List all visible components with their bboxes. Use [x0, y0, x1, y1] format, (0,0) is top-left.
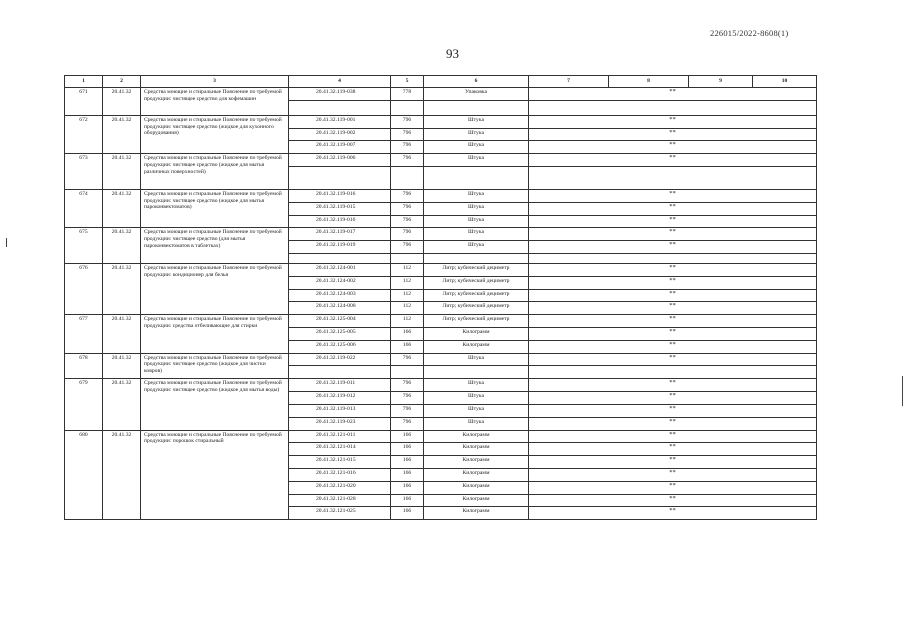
okpd-code: 20.41.32 — [103, 379, 141, 430]
okpd-code: 20.41.32 — [103, 430, 141, 520]
item-name: Средства моющие и стиральные Пояснение по требуемой продукции: чистящее средство (для мытья пароконвектоматов в таблетках) — [141, 228, 289, 264]
table-row — [65, 189, 817, 202]
unit-name: Штука — [424, 154, 529, 167]
column-header: 1 — [65, 76, 103, 88]
ktru-code: 20.41.32.125-005 — [289, 327, 391, 340]
ktru-code-empty — [289, 366, 391, 379]
unit-name: Литр; кубический дециметр — [424, 315, 529, 328]
okei-code: 796 — [391, 228, 424, 241]
requirement-mark: ** — [529, 340, 817, 353]
requirement-mark: ** — [529, 189, 817, 202]
table-row — [65, 154, 817, 167]
requirement-mark: ** — [529, 88, 817, 101]
okpd-code: 20.41.32 — [103, 315, 141, 353]
okei-code: 166 — [391, 430, 424, 443]
unit-name: Упаковка — [424, 88, 529, 101]
requirement-mark: ** — [529, 228, 817, 241]
unit-name: Штука — [424, 215, 529, 228]
okei-code-empty — [391, 366, 424, 379]
ktru-code: 20.41.32.125-004 — [289, 315, 391, 328]
okei-code: 166 — [391, 340, 424, 353]
unit-name: Килограмм — [424, 507, 529, 520]
ktru-code-empty — [289, 253, 391, 263]
okei-code: 796 — [391, 392, 424, 405]
item-name: Средства моющие и стиральные Пояснение по требуемой продукции: чистящее средство (жидкое для мытья различных поверхностей) — [141, 154, 289, 190]
unit-name: Штука — [424, 228, 529, 241]
ktru-code: 20.41.32.119-007 — [289, 141, 391, 154]
column-header: 10 — [753, 76, 817, 88]
item-name: Средства моющие и стиральные Пояснение по требуемой продукции: чистящее средство для кофемашин — [141, 88, 289, 116]
requirement-mark: ** — [529, 468, 817, 481]
okpd-code: 20.41.32 — [103, 263, 141, 314]
requirement-mark: ** — [529, 302, 817, 315]
ktru-code: 20.41.32.119-022 — [289, 353, 391, 366]
ktru-code: 20.41.32.124-008 — [289, 302, 391, 315]
ktru-code: 20.41.32.121-011 — [289, 430, 391, 443]
table-row — [65, 353, 817, 366]
item-name: Средства моющие и стиральные Пояснение по требуемой продукции: чистящее средство (жидкое для чистки ковров) — [141, 353, 289, 379]
okpd-code: 20.41.32 — [103, 88, 141, 116]
item-number: 678 — [65, 353, 103, 379]
ktru-code: 20.41.32.121-014 — [289, 443, 391, 456]
okei-code: 796 — [391, 215, 424, 228]
unit-name: Штука — [424, 353, 529, 366]
okei-code: 166 — [391, 456, 424, 469]
requirement-mark: ** — [529, 263, 817, 276]
requirement-mark: ** — [529, 443, 817, 456]
table-header-row — [65, 76, 817, 88]
table-row — [65, 379, 817, 392]
okpd-code: 20.41.32 — [103, 115, 141, 153]
unit-name: Килограмм — [424, 456, 529, 469]
ktru-code: 20.41.32.119-006 — [289, 154, 391, 167]
ktru-code: 20.41.32.124-002 — [289, 276, 391, 289]
ktru-code: 20.41.32.119-019 — [289, 241, 391, 254]
unit-name: Килограмм — [424, 430, 529, 443]
ktru-code: 20.41.32.121-020 — [289, 481, 391, 494]
ktru-code: 20.41.32.119-038 — [289, 88, 391, 101]
requirement-mark: ** — [529, 494, 817, 507]
column-header: 9 — [689, 76, 753, 88]
requirement-mark: ** — [529, 456, 817, 469]
requirement-mark: ** — [529, 202, 817, 215]
item-number: 671 — [65, 88, 103, 116]
ktru-code: 20.41.32.119-015 — [289, 202, 391, 215]
ktru-code: 20.41.32.124-003 — [289, 289, 391, 302]
requirement-mark: ** — [529, 276, 817, 289]
requirement-mark: ** — [529, 327, 817, 340]
requirement-mark: ** — [529, 141, 817, 154]
okei-code-empty — [391, 166, 424, 189]
okpd-code: 20.41.32 — [103, 228, 141, 264]
item-name: Средства моющие и стиральные Пояснение по требуемой продукции: чистящее средство (жидкое для мытья пароконвектоматов) — [141, 189, 289, 227]
ktru-code: 20.41.32.121-025 — [289, 507, 391, 520]
okei-code: 112 — [391, 276, 424, 289]
table-row — [65, 263, 817, 276]
okei-code: 796 — [391, 115, 424, 128]
requirement-mark: ** — [529, 507, 817, 520]
ktru-code: 20.41.32.119-016 — [289, 215, 391, 228]
unit-name: Килограмм — [424, 468, 529, 481]
requirement-mark: ** — [529, 417, 817, 430]
table-row — [65, 88, 817, 101]
item-number: 675 — [65, 228, 103, 264]
item-number: 677 — [65, 315, 103, 353]
unit-name-empty — [424, 366, 529, 379]
unit-name: Литр; кубический дециметр — [424, 276, 529, 289]
requirement-mark: ** — [529, 154, 817, 167]
requirement-mark: ** — [529, 289, 817, 302]
ktru-code: 20.41.32.119-001 — [289, 115, 391, 128]
okei-code: 796 — [391, 154, 424, 167]
scan-edge-mark-right — [902, 376, 903, 406]
requirement-mark-empty — [529, 100, 817, 115]
okei-code: 796 — [391, 379, 424, 392]
unit-name: Штука — [424, 404, 529, 417]
okei-code: 166 — [391, 507, 424, 520]
column-header: 6 — [424, 76, 529, 88]
requirement-mark: ** — [529, 215, 817, 228]
page-number: 93 — [446, 46, 459, 61]
okei-code: 166 — [391, 443, 424, 456]
unit-name: Литр; кубический дециметр — [424, 263, 529, 276]
okei-code: 796 — [391, 189, 424, 202]
okei-code-empty — [391, 100, 424, 115]
unit-name-empty — [424, 100, 529, 115]
ktru-code-empty — [289, 166, 391, 189]
unit-name: Килограмм — [424, 443, 529, 456]
unit-name: Штука — [424, 379, 529, 392]
unit-name: Килограмм — [424, 481, 529, 494]
ktru-code: 20.41.32.119-012 — [289, 392, 391, 405]
item-name: Средства моющие и стиральные Пояснение по требуемой продукции: чистящее средство (жидкое для кухонного оборудования) — [141, 115, 289, 153]
okei-code: 796 — [391, 241, 424, 254]
requirement-mark: ** — [529, 115, 817, 128]
unit-name: Литр; кубический дециметр — [424, 289, 529, 302]
item-number: 680 — [65, 430, 103, 520]
okei-code: 112 — [391, 263, 424, 276]
item-number: 674 — [65, 189, 103, 227]
ktru-code: 20.41.32.119-016 — [289, 189, 391, 202]
unit-name-empty — [424, 253, 529, 263]
unit-name: Штука — [424, 115, 529, 128]
okei-code-empty — [391, 253, 424, 263]
ktru-code: 20.41.32.119-023 — [289, 417, 391, 430]
unit-name: Штука — [424, 141, 529, 154]
requirement-mark: ** — [529, 392, 817, 405]
okei-code: 796 — [391, 128, 424, 141]
okpd-code: 20.41.32 — [103, 189, 141, 227]
unit-name: Штука — [424, 189, 529, 202]
requirement-mark-empty — [529, 166, 817, 189]
requirement-mark: ** — [529, 315, 817, 328]
item-name: Средства моющие и стиральные Пояснение по требуемой продукции: порошок стиральный — [141, 430, 289, 520]
ktru-code-empty — [289, 100, 391, 115]
ktru-code: 20.41.32.119-013 — [289, 404, 391, 417]
requirement-mark-empty — [529, 366, 817, 379]
unit-name: Штука — [424, 128, 529, 141]
unit-name-empty — [424, 166, 529, 189]
ktru-code: 20.41.32.119-002 — [289, 128, 391, 141]
column-header: 4 — [289, 76, 391, 88]
column-header: 3 — [141, 76, 289, 88]
column-header: 8 — [609, 76, 689, 88]
scan-edge-mark-left — [6, 238, 7, 247]
okei-code: 166 — [391, 494, 424, 507]
product-table — [64, 75, 817, 520]
table-body — [65, 88, 817, 520]
requirement-mark-empty — [529, 253, 817, 263]
table-row — [65, 228, 817, 241]
okei-code: 166 — [391, 327, 424, 340]
item-number: 673 — [65, 154, 103, 190]
unit-name: Литр; кубический дециметр — [424, 302, 529, 315]
requirement-mark: ** — [529, 404, 817, 417]
okei-code: 796 — [391, 404, 424, 417]
unit-name: Килограмм — [424, 494, 529, 507]
requirement-mark: ** — [529, 241, 817, 254]
okpd-code: 20.41.32 — [103, 353, 141, 379]
column-header: 2 — [103, 76, 141, 88]
okei-code: 796 — [391, 202, 424, 215]
okei-code: 112 — [391, 289, 424, 302]
okei-code: 796 — [391, 353, 424, 366]
ktru-code: 20.41.32.125-006 — [289, 340, 391, 353]
unit-name: Килограмм — [424, 327, 529, 340]
okei-code: 112 — [391, 315, 424, 328]
table-row — [65, 115, 817, 128]
table-row — [65, 430, 817, 443]
okei-code: 166 — [391, 468, 424, 481]
ktru-code: 20.41.32.121-016 — [289, 468, 391, 481]
ktru-code: 20.41.32.121-015 — [289, 456, 391, 469]
column-header: 7 — [529, 76, 609, 88]
requirement-mark: ** — [529, 430, 817, 443]
unit-name: Штука — [424, 417, 529, 430]
unit-name: Килограмм — [424, 340, 529, 353]
item-number: 679 — [65, 379, 103, 430]
okei-code: 166 — [391, 481, 424, 494]
ktru-code: 20.41.32.124-001 — [289, 263, 391, 276]
item-number: 672 — [65, 115, 103, 153]
requirement-mark: ** — [529, 128, 817, 141]
unit-name: Штука — [424, 392, 529, 405]
unit-name: Штука — [424, 202, 529, 215]
okei-code: 796 — [391, 417, 424, 430]
requirement-mark: ** — [529, 353, 817, 366]
item-number: 676 — [65, 263, 103, 314]
ktru-code: 20.41.32.121-028 — [289, 494, 391, 507]
item-name: Средства моющие и стиральные Пояснение по требуемой продукции: кондиционер для белья — [141, 263, 289, 314]
okpd-code: 20.41.32 — [103, 154, 141, 190]
ktru-code: 20.41.32.119-017 — [289, 228, 391, 241]
okei-code: 796 — [391, 141, 424, 154]
item-name: Средства моющие и стиральные Пояснение по требуемой продукции: чистящее средство (жидкое для мытья воды) — [141, 379, 289, 430]
item-name: Средства моющие и стиральные Пояснение по требуемой продукции: средства отбеливающие для стирки — [141, 315, 289, 353]
requirement-mark: ** — [529, 379, 817, 392]
ktru-code: 20.41.32.119-011 — [289, 379, 391, 392]
column-header: 5 — [391, 76, 424, 88]
unit-name: Штука — [424, 241, 529, 254]
okei-code: 778 — [391, 88, 424, 101]
okei-code: 112 — [391, 302, 424, 315]
requirement-mark: ** — [529, 481, 817, 494]
document-number: 226015/2022-8608(1) — [710, 28, 789, 38]
table-row — [65, 315, 817, 328]
